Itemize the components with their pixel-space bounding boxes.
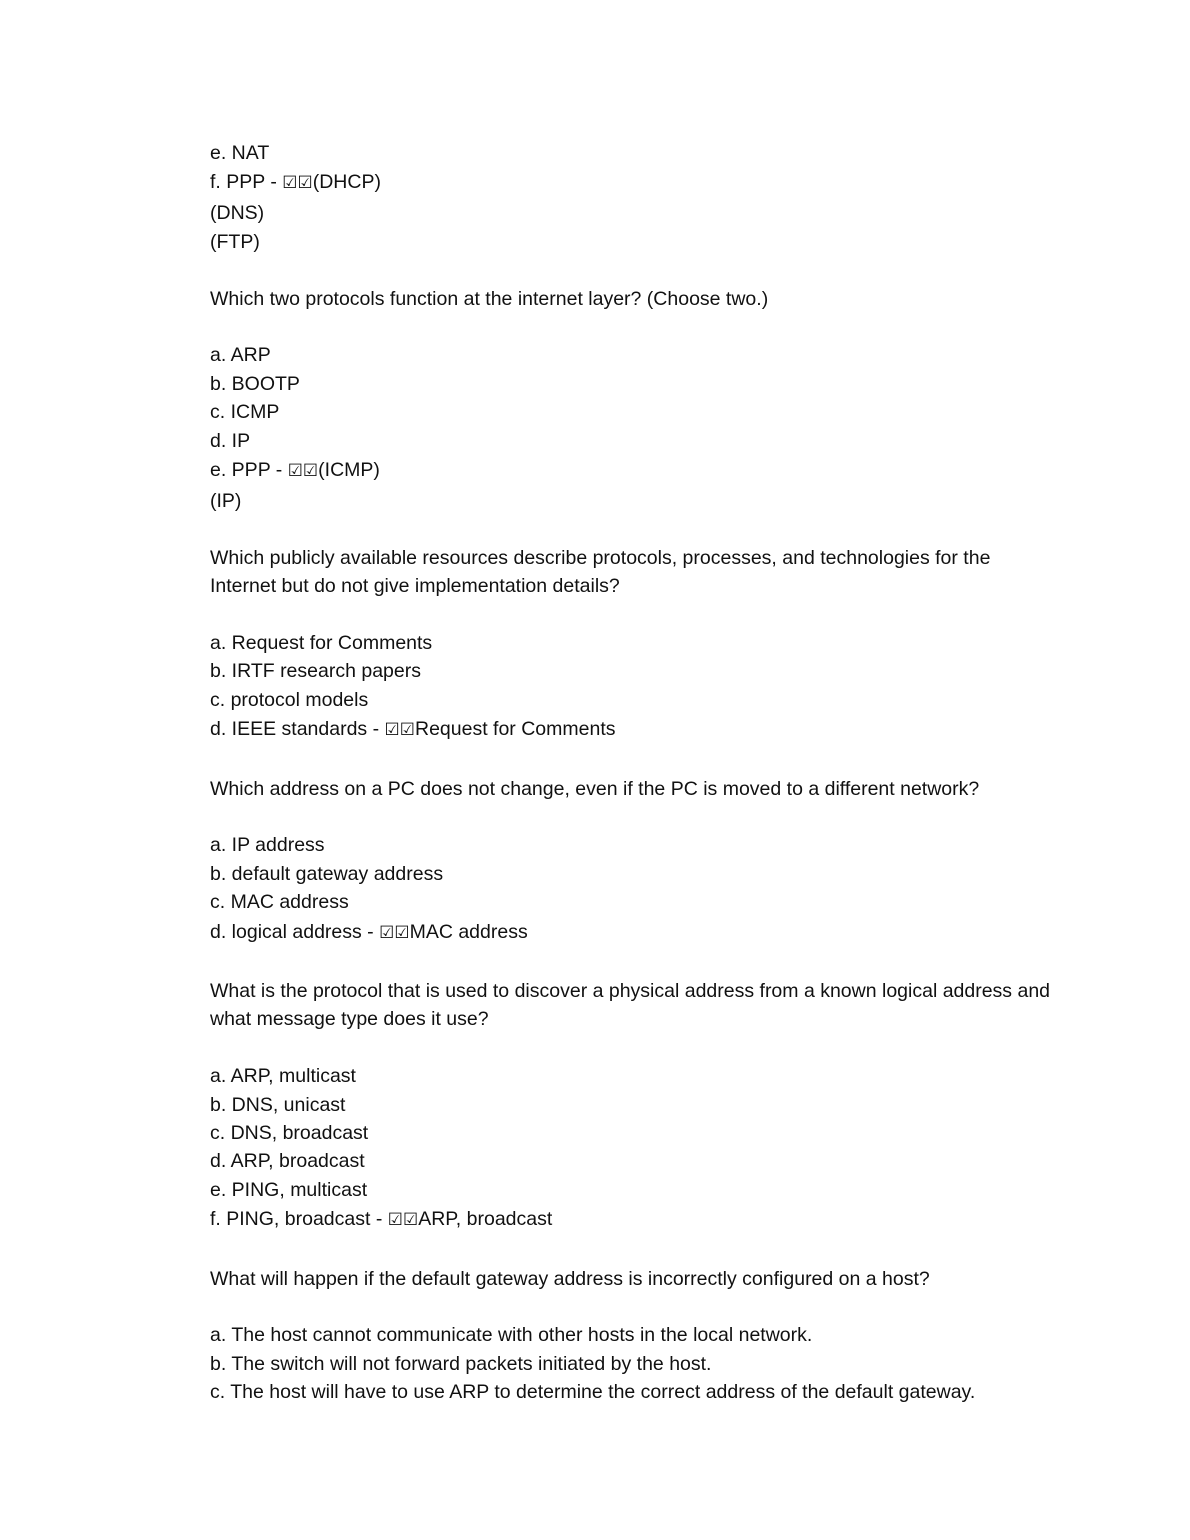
option-text: f. PING, broadcast - [210, 1208, 388, 1231]
option-line: b. IRTF research papers [210, 660, 421, 683]
answer-text: (ICMP) [318, 459, 380, 482]
option-line: b. DNS, unicast [210, 1093, 346, 1116]
answer-line [210, 455, 1050, 487]
answer-line [210, 1204, 1050, 1236]
option-line: c. DNS, broadcast [210, 1122, 369, 1145]
option-line: e. NAT [210, 142, 270, 164]
question-text: What is the protocol that is used to discover a physical address from a known logical address and what message type does it use? [210, 980, 1051, 1031]
answer-line [210, 714, 1050, 746]
answer-text: ARP, broadcast [418, 1208, 553, 1231]
option-line: a. ARP, multicast [210, 1065, 356, 1088]
option-line: d. ARP, broadcast [210, 1150, 365, 1173]
answer-text: Request for Comments [415, 718, 616, 741]
option-line: c. protocol models [210, 688, 369, 711]
answer-line [210, 167, 1050, 199]
option-line: b. The switch will not forward packets initiated by the host. [210, 1352, 712, 1375]
option-line: a. IP address [210, 834, 325, 857]
option-line: b. default gateway address [210, 862, 444, 885]
checkbox-icon: ☑☑ [387, 1210, 419, 1231]
document-content [210, 139, 1050, 1407]
checkbox-icon: ☑☑ [282, 173, 313, 194]
answer-text: (DHCP) [312, 171, 381, 194]
option-line: d. IP [210, 429, 251, 452]
question-text: Which publicly available resources describe protocols, processes, and technologies for the Internet but do not give implementation details? [210, 546, 991, 598]
checkbox-icon: ☑☑ [384, 720, 415, 741]
option-text: e. PPP - [210, 459, 288, 482]
option-line: c. MAC address [210, 891, 349, 914]
answer-extra-line: (DNS) [210, 202, 265, 225]
answer-extra-line: (FTP) [210, 230, 260, 253]
option-text: f. PPP - [210, 171, 283, 194]
option-line: b. BOOTP [210, 372, 300, 395]
option-line: c. The host will have to use ARP to determine the correct address of the default gateway. [210, 1381, 976, 1404]
question-text: Which two protocols function at the internet layer? (Choose two.) [210, 287, 769, 310]
answer-text: MAC address [409, 920, 528, 943]
option-line: a. ARP [210, 344, 271, 367]
option-line: c. ICMP [210, 401, 280, 424]
option-line: a. Request for Comments [210, 632, 433, 655]
option-line: e. PING, multicast [210, 1178, 368, 1201]
question-text: Which address on a PC does not change, even if the PC is moved to a different network? [210, 777, 980, 800]
question-text: What will happen if the default gateway address is incorrectly configured on a host? [210, 1267, 930, 1290]
answer-line [210, 917, 1050, 949]
option-text: d. logical address - [210, 920, 380, 943]
checkbox-icon: ☑☑ [379, 922, 410, 943]
checkbox-icon: ☑☑ [287, 461, 319, 482]
option-line: a. The host cannot communicate with other hosts in the local network. [210, 1324, 813, 1347]
answer-extra-line: (IP) [210, 490, 242, 513]
option-text: d. IEEE standards - [210, 718, 385, 741]
